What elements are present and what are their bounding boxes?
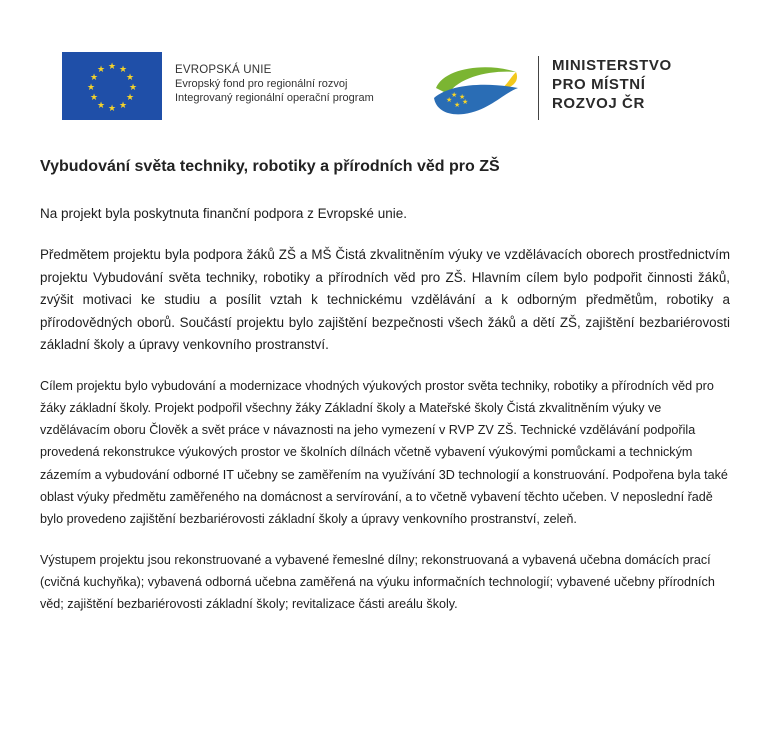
svg-text:★: ★ xyxy=(128,83,138,93)
svg-text:★: ★ xyxy=(118,101,128,111)
svg-text:★: ★ xyxy=(107,104,117,114)
svg-text:★: ★ xyxy=(125,73,135,83)
svg-text:★: ★ xyxy=(96,65,106,75)
svg-text:★: ★ xyxy=(462,98,469,106)
document-header xyxy=(0,0,765,140)
svg-text:★: ★ xyxy=(454,101,461,109)
svg-text:★: ★ xyxy=(89,73,99,83)
eu-fund-name: Evropský fond pro regionální rozvoj xyxy=(175,78,348,90)
svg-text:★: ★ xyxy=(451,91,458,99)
svg-text:★: ★ xyxy=(118,65,128,75)
svg-text:★: ★ xyxy=(459,93,466,101)
eu-program-name: Integrovaný regionální operační program xyxy=(175,92,374,104)
eu-stars-icon xyxy=(62,52,162,120)
eu-program-text xyxy=(175,63,374,105)
svg-text:★: ★ xyxy=(89,93,99,103)
svg-text:★: ★ xyxy=(107,62,117,72)
svg-text:★: ★ xyxy=(86,83,96,93)
intro-paragraph: Na projekt byla poskytnuta finanční podpora z Evropské unie. xyxy=(40,206,407,221)
paragraph-outputs: Výstupem projektu jsou rekonstruované a vybavené řemeslné dílny; rekonstruovaná a vybavená učebna domácích prací (cvičná kuchyňka); vybavená odborná učebna zaměřená na výuku informačních technologií; vybavené učebny přírodních věd; zajištění bezbariérovosti základní školy; revitalizace části areálu školy. xyxy=(40,552,715,612)
ministry-line-3: ROZVOJ ČR xyxy=(552,95,645,112)
ministry-line-1: MINISTERSTVO xyxy=(552,57,672,74)
ministry-line-2: PRO MÍSTNÍ xyxy=(552,76,646,93)
ministry-emblem-icon xyxy=(430,58,522,120)
eu-flag-logo xyxy=(62,52,162,120)
paragraph-subject: Předmětem projektu byla podpora žáků ZŠ a MŠ Čistá zkvalitněním výuky ve vzdělávacích oborech prostřednictvím projektu Vybudování světa techniky, robotiky a přírodních věd pro ZŠ. Hlavním cílem bylo podpořit činnosti žáků, zvýšit motivaci ke studiu a posílit vztah k technickému vzdělávání a k odborným předmětům, robotiky a přírodovědných oborů. Součástí projektu bylo zajištění bezpečnosti všech žáků a dětí ZŠ, zajištění bezbariérovosti základní školy a úpravy venkovního prostranství. xyxy=(40,247,730,352)
document-title: Vybudování světa techniky, robotiky a přírodních věd pro ZŠ xyxy=(40,158,500,175)
svg-text:★: ★ xyxy=(125,93,135,103)
header-divider xyxy=(538,56,539,120)
svg-text:★: ★ xyxy=(96,101,106,111)
svg-text:★: ★ xyxy=(446,96,453,104)
ministry-logo xyxy=(430,58,522,120)
paragraph-goal: Cílem projektu bylo vybudování a modernizace vhodných výukových prostor světa techniky, robotiky a přírodních věd pro žáky základní školy. Projekt podpořil všechny žáky Základní školy a Mateřské školy Čistá zkvalitněním výuky ve vzdělávacím oboru Člověk a svět práce v návaznosti na jeho vymezení v RVP ZV ZŠ. Technické vzdělávání podpořila provedená rekonstrukce výukových prostor ve školních dílnách včetně vybavení výukovými pomůckami a technickým zázemím a vybudování odborné IT učebny se zaměřením na využívání 3D technologií a konstruování. Podpořena byla také oblast výuky předmětu zaměřeného na domácnost a servírování, a to včetně vybavení těchto učeben. V neposlední řadě bylo provedeno zajištění bezbariérovosti základní školy a úpravy venkovního prostranství, zeleň. xyxy=(40,378,728,527)
document-body xyxy=(40,158,730,633)
ministry-name xyxy=(552,56,672,113)
eu-title: EVROPSKÁ UNIE xyxy=(175,64,272,76)
